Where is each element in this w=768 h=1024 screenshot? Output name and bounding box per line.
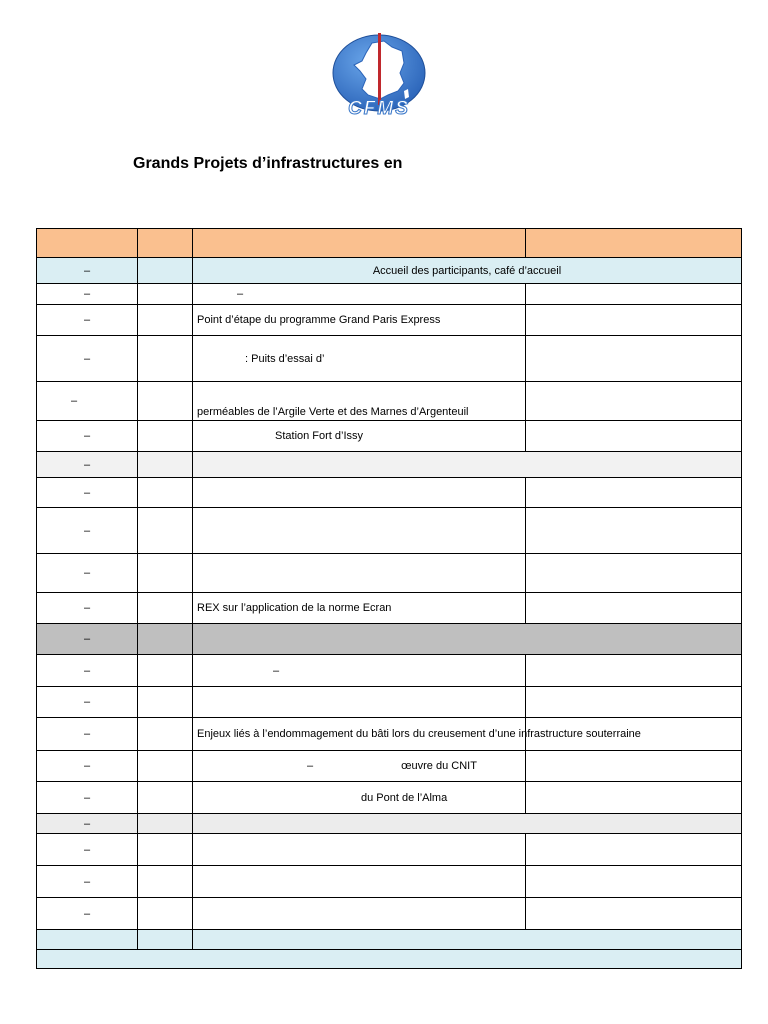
- topic-cell: [193, 478, 526, 508]
- session-cell: [193, 814, 742, 834]
- duration-cell: [138, 382, 193, 421]
- duration-cell: [138, 687, 193, 718]
- header-cell: [526, 229, 742, 258]
- duration-cell: [138, 655, 193, 687]
- table-row: [37, 421, 742, 452]
- table-row: [37, 624, 742, 655]
- speaker-cell: [526, 336, 742, 382]
- duration-cell: [138, 258, 193, 284]
- time-cell: –: [37, 382, 138, 421]
- time-cell: –: [37, 336, 138, 382]
- duration-cell: [138, 452, 193, 478]
- time-cell: [37, 930, 138, 950]
- table-row: [37, 593, 742, 624]
- speaker-cell: [526, 554, 742, 593]
- speaker-cell: [526, 382, 742, 421]
- speaker-cell: [526, 751, 742, 782]
- duration-cell: [138, 624, 193, 655]
- duration-cell: [138, 284, 193, 305]
- table-row: [37, 478, 742, 508]
- duration-cell: [138, 554, 193, 593]
- time-cell: –: [37, 452, 138, 478]
- speaker-cell: [526, 687, 742, 718]
- topic-text: œuvre du CNIT: [401, 760, 477, 772]
- duration-cell: [138, 421, 193, 452]
- time-cell: –: [37, 554, 138, 593]
- speaker-cell: [526, 866, 742, 898]
- table-row: [37, 814, 742, 834]
- duration-cell: [138, 751, 193, 782]
- table-row: [37, 655, 742, 687]
- topic-cell: Point d’étape du programme Grand Paris Express: [193, 305, 526, 336]
- duration-cell: [138, 834, 193, 866]
- topic-cell: [193, 866, 526, 898]
- duration-cell: [138, 814, 193, 834]
- time-cell: –: [37, 834, 138, 866]
- speaker-cell: [526, 421, 742, 452]
- time-cell: –: [37, 284, 138, 305]
- table-row: [37, 336, 742, 382]
- table-row: [37, 751, 742, 782]
- table-row: [37, 508, 742, 554]
- table-row: [37, 305, 742, 336]
- table-row: [37, 782, 742, 814]
- time-cell: –: [37, 751, 138, 782]
- time-cell: –: [37, 421, 138, 452]
- table-row: [37, 258, 742, 284]
- time-cell: –: [37, 718, 138, 751]
- time-cell: –: [37, 508, 138, 554]
- table-row: [37, 718, 742, 751]
- time-cell: –: [37, 305, 138, 336]
- time-cell: –: [37, 478, 138, 508]
- session-cell: Accueil des participants, café d’accueil: [193, 258, 742, 284]
- time-cell: –: [37, 687, 138, 718]
- session-cell: [193, 452, 742, 478]
- duration-cell: [138, 478, 193, 508]
- header-cell: [193, 229, 526, 258]
- time-cell: –: [37, 593, 138, 624]
- header-cell: [138, 229, 193, 258]
- duration-cell: [138, 898, 193, 930]
- speaker-cell: [526, 478, 742, 508]
- program-table: [36, 228, 742, 969]
- duration-cell: [138, 718, 193, 751]
- topic-cell: [193, 554, 526, 593]
- speaker-cell: [526, 655, 742, 687]
- table-row: [37, 898, 742, 930]
- topic-cell: : Puits d’essai d’: [193, 336, 526, 382]
- time-cell: –: [37, 814, 138, 834]
- speaker-cell: [526, 305, 742, 336]
- topic-cell: [193, 751, 526, 782]
- duration-cell: [138, 866, 193, 898]
- table-header-row: [37, 229, 742, 258]
- session-cell: [193, 624, 742, 655]
- time-cell: –: [37, 898, 138, 930]
- time-cell: –: [37, 866, 138, 898]
- duration-cell: [138, 305, 193, 336]
- table-row: [37, 452, 742, 478]
- time-cell: –: [37, 624, 138, 655]
- speaker-cell: [526, 284, 742, 305]
- topic-cell: perméables de l’Argile Verte et des Marnes d’Argenteuil: [193, 382, 526, 421]
- topic-dash: –: [307, 760, 314, 772]
- time-cell: –: [37, 782, 138, 814]
- table-row: [37, 284, 742, 305]
- table-row: [37, 554, 742, 593]
- closing-cell: [37, 950, 742, 969]
- topic-cell: –: [193, 655, 526, 687]
- document-title: Grands Projets d’infrastructures en: [133, 155, 403, 172]
- table-row: [37, 930, 742, 950]
- session-cell: [193, 930, 742, 950]
- table-row: [37, 382, 742, 421]
- duration-cell: [138, 782, 193, 814]
- table-row: [37, 950, 742, 969]
- topic-cell: [193, 508, 526, 554]
- time-cell: –: [37, 258, 138, 284]
- topic-cell: [193, 898, 526, 930]
- speaker-cell: [526, 593, 742, 624]
- duration-cell: [138, 336, 193, 382]
- duration-cell: [138, 508, 193, 554]
- speaker-cell: [526, 898, 742, 930]
- time-cell: –: [37, 655, 138, 687]
- speaker-cell: [526, 508, 742, 554]
- table-row: [37, 866, 742, 898]
- logo-text: CFMS: [348, 98, 410, 119]
- topic-cell: du Pont de l’Alma: [193, 782, 526, 814]
- topic-cell: Enjeux liés à l’endommagement du bâti lors du creusement d’une infrastructure souterraine: [193, 718, 526, 751]
- duration-cell: [138, 930, 193, 950]
- topic-cell: [193, 687, 526, 718]
- table-row: [37, 834, 742, 866]
- topic-cell: REX sur l’application de la norme Ecran: [193, 593, 526, 624]
- header-cell: [37, 229, 138, 258]
- speaker-cell: [526, 834, 742, 866]
- topic-cell: –: [193, 284, 526, 305]
- speaker-cell: [526, 782, 742, 814]
- table-row: [37, 687, 742, 718]
- topic-cell: Station Fort d’Issy: [193, 421, 526, 452]
- duration-cell: [138, 593, 193, 624]
- topic-cell: [193, 834, 526, 866]
